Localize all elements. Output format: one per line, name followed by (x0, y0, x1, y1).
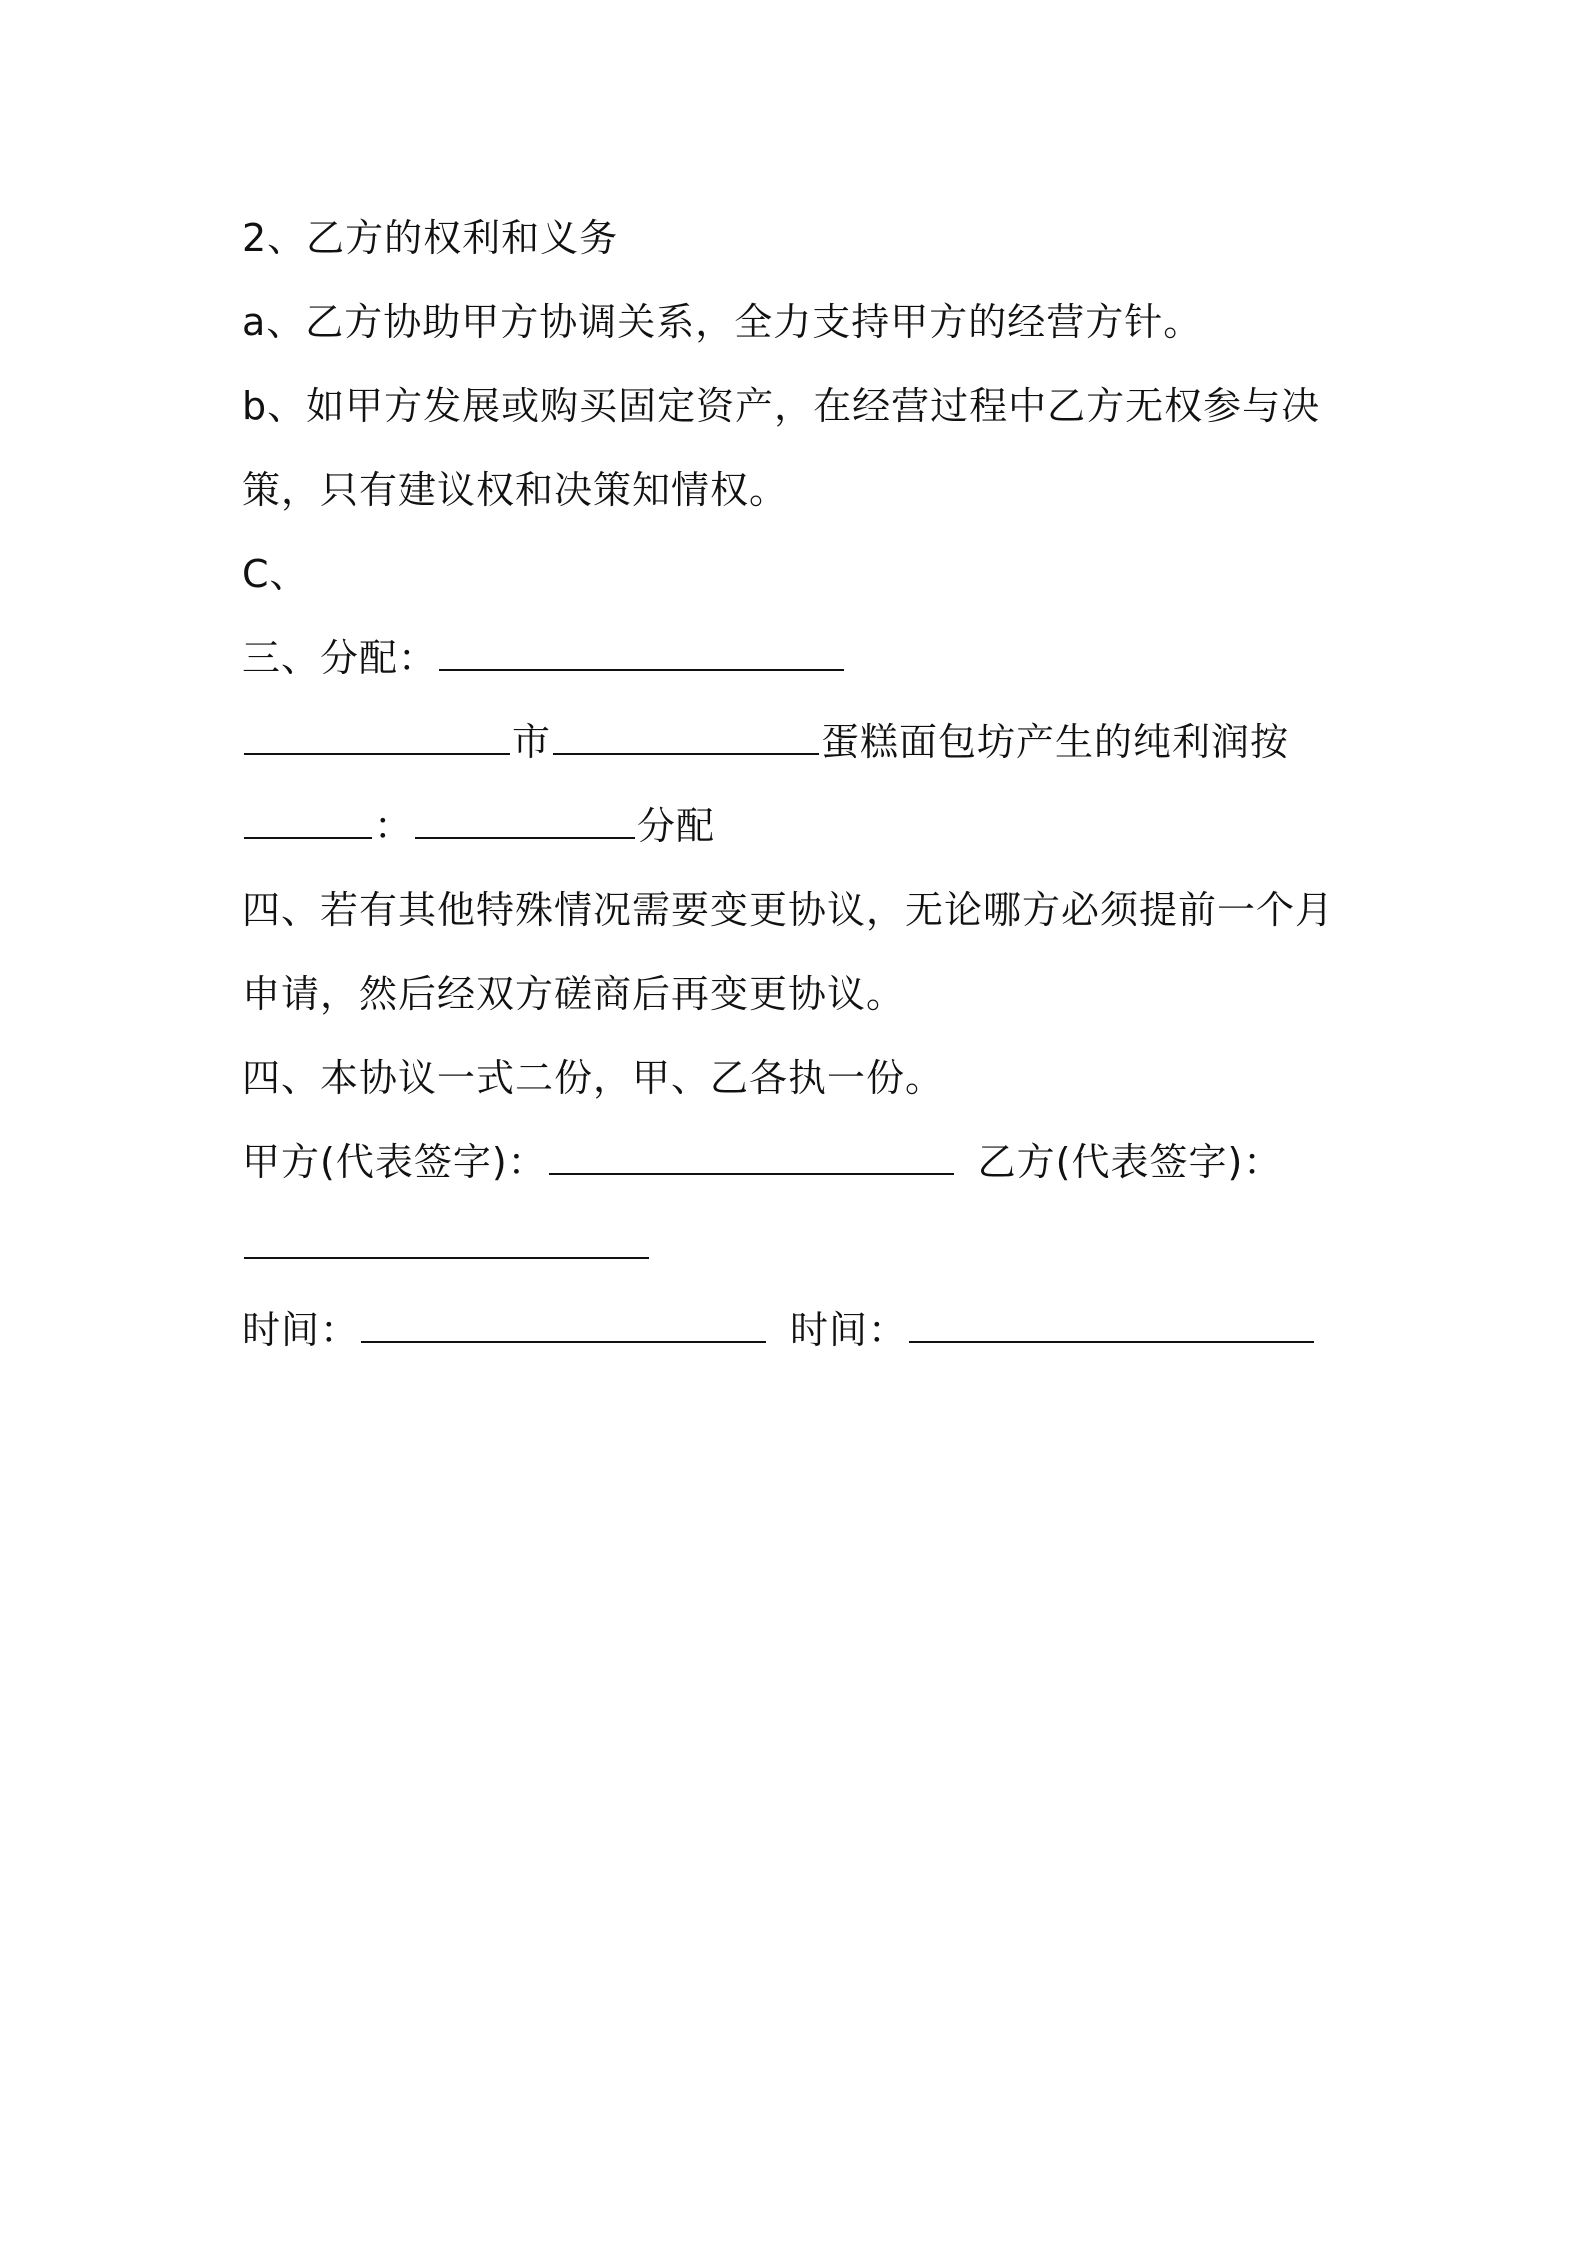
distribution-line-2 (242, 700, 1362, 784)
distribution-label: 三、分配： (242, 636, 438, 680)
time-label-b: 时间： (790, 1308, 908, 1352)
clause-four-line-2: 申请，然后经双方磋商后再变更协议。 (242, 972, 906, 1016)
party-b-sign-blank[interactable] (244, 1227, 649, 1259)
distribution-blank[interactable] (439, 639, 844, 671)
document-body (242, 196, 1362, 1372)
party-a-sign-blank[interactable] (549, 1143, 954, 1175)
section-heading: 2、乙方的权利和义务 (242, 216, 619, 260)
time-line (242, 1288, 1362, 1372)
time-b-blank[interactable] (909, 1311, 1314, 1343)
distribution-line-1 (242, 616, 1362, 700)
clause-copies: 四、本协议一式二份，甲、乙各执一份。 (242, 1056, 945, 1100)
time-label-a: 时间： (242, 1308, 360, 1352)
signature-line (242, 1120, 1362, 1204)
ratio-left-blank[interactable] (244, 807, 372, 839)
distribution-city: 市 (512, 720, 552, 764)
ratio-right-blank[interactable] (415, 807, 635, 839)
party-b-sign-label: 乙方(代表签字)： (977, 1140, 1283, 1184)
item-b-line-1: b、如甲方发展或购买固定资产，在经营过程中乙方无权参与决 (242, 384, 1321, 428)
item-c: C、 (242, 552, 309, 596)
shop-name-blank[interactable] (553, 723, 819, 755)
item-b-line-2: 策，只有建议权和决策知情权。 (242, 468, 789, 512)
distribution-shop: 蛋糕面包坊产生的纯利润按 (821, 720, 1290, 764)
distribution-line-3 (242, 784, 1362, 868)
item-a: a、乙方协助甲方协调关系，全力支持甲方的经营方针。 (242, 300, 1203, 344)
distribution-colon: ： (374, 804, 414, 848)
party-a-sign-label: 甲方(代表签字)： (242, 1140, 547, 1184)
clause-four-line-1: 四、若有其他特殊情况需要变更协议，无论哪方必须提前一个月 (242, 888, 1335, 932)
time-a-blank[interactable] (361, 1311, 766, 1343)
city-blank[interactable] (244, 723, 510, 755)
party-b-sign-line (242, 1204, 1362, 1288)
distribution-end: 分配 (637, 804, 716, 848)
